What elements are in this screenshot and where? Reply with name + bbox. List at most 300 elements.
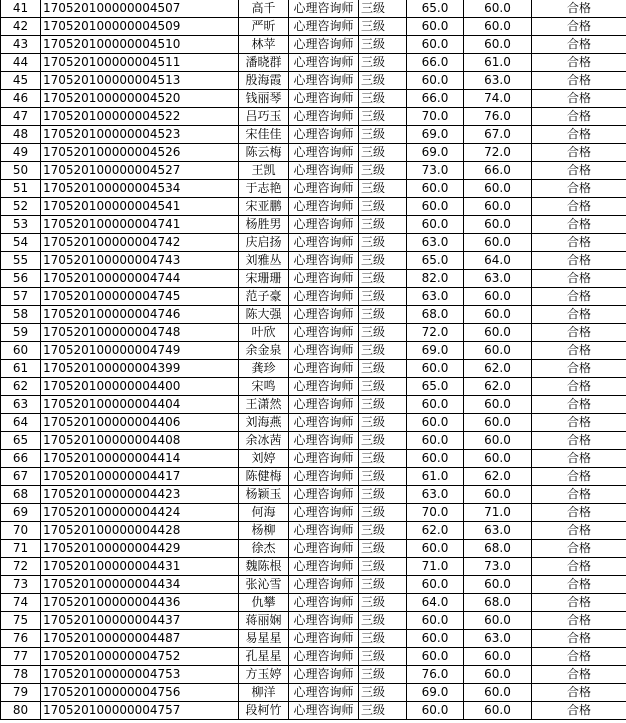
- seq-cell: 59: [1, 324, 41, 342]
- name-cell: 宋亚鹏: [239, 198, 289, 216]
- skill-score-cell: 71.0: [464, 504, 532, 522]
- name-cell: 严昕: [239, 18, 289, 36]
- occupation-cell: 心理咨询师: [289, 540, 359, 558]
- skill-score-cell: 60.0: [464, 306, 532, 324]
- seq-cell: 47: [1, 108, 41, 126]
- result-cell: 合格: [532, 522, 626, 540]
- occupation-cell: 心理咨询师: [289, 378, 359, 396]
- candidate-id-cell: 170520100000004746: [41, 306, 239, 324]
- occupation-cell: 心理咨询师: [289, 126, 359, 144]
- name-cell: 刘婷: [239, 450, 289, 468]
- level-cell: 三级: [359, 414, 407, 432]
- skill-score-cell: 60.0: [464, 702, 532, 720]
- name-cell: 刘雅丛: [239, 252, 289, 270]
- result-cell: 合格: [532, 342, 626, 360]
- candidate-id-cell: 170520100000004513: [41, 72, 239, 90]
- candidate-id-cell: 170520100000004423: [41, 486, 239, 504]
- occupation-cell: 心理咨询师: [289, 198, 359, 216]
- table-row: [1, 18, 626, 36]
- skill-score-cell: 60.0: [464, 432, 532, 450]
- skill-score-cell: 60.0: [464, 576, 532, 594]
- name-cell: 钱丽琴: [239, 90, 289, 108]
- occupation-cell: 心理咨询师: [289, 180, 359, 198]
- skill-score-cell: 60.0: [464, 396, 532, 414]
- table-row: [1, 180, 626, 198]
- theory-score-cell: 60.0: [407, 432, 464, 450]
- occupation-cell: 心理咨询师: [289, 36, 359, 54]
- theory-score-cell: 65.0: [407, 252, 464, 270]
- table-row: [1, 504, 626, 522]
- candidate-id-cell: 170520100000004437: [41, 612, 239, 630]
- result-cell: 合格: [532, 54, 626, 72]
- name-cell: 王潇然: [239, 396, 289, 414]
- skill-score-cell: 62.0: [464, 378, 532, 396]
- result-cell: 合格: [532, 468, 626, 486]
- occupation-cell: 心理咨询师: [289, 270, 359, 288]
- seq-cell: 79: [1, 684, 41, 702]
- name-cell: 仇攀: [239, 594, 289, 612]
- candidate-id-cell: 170520100000004541: [41, 198, 239, 216]
- seq-cell: 54: [1, 234, 41, 252]
- seq-cell: 73: [1, 576, 41, 594]
- theory-score-cell: 65.0: [407, 0, 464, 18]
- seq-cell: 71: [1, 540, 41, 558]
- seq-cell: 64: [1, 414, 41, 432]
- candidate-id-cell: 170520100000004526: [41, 144, 239, 162]
- table-row: [1, 108, 626, 126]
- theory-score-cell: 71.0: [407, 558, 464, 576]
- seq-cell: 53: [1, 216, 41, 234]
- result-cell: 合格: [532, 414, 626, 432]
- result-cell: 合格: [532, 162, 626, 180]
- table-row: [1, 576, 626, 594]
- name-cell: 宋佳佳: [239, 126, 289, 144]
- occupation-cell: 心理咨询师: [289, 360, 359, 378]
- candidate-id-cell: 170520100000004511: [41, 54, 239, 72]
- name-cell: 庆启扬: [239, 234, 289, 252]
- occupation-cell: 心理咨询师: [289, 522, 359, 540]
- seq-cell: 55: [1, 252, 41, 270]
- table-row: [1, 198, 626, 216]
- theory-score-cell: 68.0: [407, 306, 464, 324]
- candidate-id-cell: 170520100000004749: [41, 342, 239, 360]
- result-cell: 合格: [532, 450, 626, 468]
- skill-score-cell: 60.0: [464, 324, 532, 342]
- theory-score-cell: 66.0: [407, 90, 464, 108]
- table-row: [1, 630, 626, 648]
- candidate-id-cell: 170520100000004744: [41, 270, 239, 288]
- level-cell: 三级: [359, 54, 407, 72]
- theory-score-cell: 60.0: [407, 630, 464, 648]
- level-cell: 三级: [359, 432, 407, 450]
- result-cell: 合格: [532, 126, 626, 144]
- theory-score-cell: 60.0: [407, 648, 464, 666]
- theory-score-cell: 70.0: [407, 108, 464, 126]
- skill-score-cell: 61.0: [464, 54, 532, 72]
- table-row: [1, 144, 626, 162]
- occupation-cell: 心理咨询师: [289, 108, 359, 126]
- candidate-id-cell: 170520100000004510: [41, 36, 239, 54]
- name-cell: 陈健梅: [239, 468, 289, 486]
- theory-score-cell: 60.0: [407, 414, 464, 432]
- name-cell: 何海: [239, 504, 289, 522]
- skill-score-cell: 72.0: [464, 144, 532, 162]
- occupation-cell: 心理咨询师: [289, 18, 359, 36]
- theory-score-cell: 60.0: [407, 612, 464, 630]
- theory-score-cell: 69.0: [407, 342, 464, 360]
- theory-score-cell: 60.0: [407, 360, 464, 378]
- level-cell: 三级: [359, 522, 407, 540]
- result-cell: 合格: [532, 0, 626, 18]
- skill-score-cell: 60.0: [464, 648, 532, 666]
- table-row: [1, 414, 626, 432]
- name-cell: 陈云梅: [239, 144, 289, 162]
- table-row: [1, 0, 626, 18]
- name-cell: 张沁雪: [239, 576, 289, 594]
- table-row: [1, 702, 626, 720]
- result-cell: 合格: [532, 360, 626, 378]
- occupation-cell: 心理咨询师: [289, 252, 359, 270]
- seq-cell: 50: [1, 162, 41, 180]
- name-cell: 魏陈根: [239, 558, 289, 576]
- candidate-id-cell: 170520100000004414: [41, 450, 239, 468]
- table-row: [1, 270, 626, 288]
- result-cell: 合格: [532, 504, 626, 522]
- candidate-id-cell: 170520100000004404: [41, 396, 239, 414]
- candidate-id-cell: 170520100000004520: [41, 90, 239, 108]
- theory-score-cell: 65.0: [407, 378, 464, 396]
- name-cell: 孔星星: [239, 648, 289, 666]
- result-cell: 合格: [532, 684, 626, 702]
- seq-cell: 44: [1, 54, 41, 72]
- occupation-cell: 心理咨询师: [289, 684, 359, 702]
- level-cell: 三级: [359, 234, 407, 252]
- skill-score-cell: 60.0: [464, 684, 532, 702]
- name-cell: 潘晓群: [239, 54, 289, 72]
- seq-cell: 58: [1, 306, 41, 324]
- occupation-cell: 心理咨询师: [289, 558, 359, 576]
- table-row: [1, 468, 626, 486]
- level-cell: 三级: [359, 324, 407, 342]
- theory-score-cell: 70.0: [407, 504, 464, 522]
- candidate-id-cell: 170520100000004436: [41, 594, 239, 612]
- occupation-cell: 心理咨询师: [289, 396, 359, 414]
- result-cell: 合格: [532, 324, 626, 342]
- table-row: [1, 252, 626, 270]
- result-cell: 合格: [532, 270, 626, 288]
- result-cell: 合格: [532, 18, 626, 36]
- theory-score-cell: 66.0: [407, 54, 464, 72]
- level-cell: 三级: [359, 72, 407, 90]
- result-cell: 合格: [532, 612, 626, 630]
- theory-score-cell: 60.0: [407, 702, 464, 720]
- skill-score-cell: 63.0: [464, 270, 532, 288]
- name-cell: 余金泉: [239, 342, 289, 360]
- occupation-cell: 心理咨询师: [289, 630, 359, 648]
- seq-cell: 42: [1, 18, 41, 36]
- result-cell: 合格: [532, 666, 626, 684]
- name-cell: 叶欣: [239, 324, 289, 342]
- theory-score-cell: 69.0: [407, 684, 464, 702]
- occupation-cell: 心理咨询师: [289, 414, 359, 432]
- name-cell: 宋鸣: [239, 378, 289, 396]
- name-cell: 徐杰: [239, 540, 289, 558]
- candidate-id-cell: 170520100000004748: [41, 324, 239, 342]
- level-cell: 三级: [359, 270, 407, 288]
- theory-score-cell: 60.0: [407, 36, 464, 54]
- occupation-cell: 心理咨询师: [289, 648, 359, 666]
- occupation-cell: 心理咨询师: [289, 288, 359, 306]
- level-cell: 三级: [359, 468, 407, 486]
- seq-cell: 75: [1, 612, 41, 630]
- table-row: [1, 378, 626, 396]
- level-cell: 三级: [359, 396, 407, 414]
- result-cell: 合格: [532, 432, 626, 450]
- level-cell: 三级: [359, 108, 407, 126]
- name-cell: 杨柳: [239, 522, 289, 540]
- occupation-cell: 心理咨询师: [289, 144, 359, 162]
- name-cell: 柳洋: [239, 684, 289, 702]
- level-cell: 三级: [359, 162, 407, 180]
- candidate-id-cell: 170520100000004507: [41, 0, 239, 18]
- theory-score-cell: 72.0: [407, 324, 464, 342]
- name-cell: 吕巧玉: [239, 108, 289, 126]
- skill-score-cell: 64.0: [464, 252, 532, 270]
- theory-score-cell: 82.0: [407, 270, 464, 288]
- candidate-id-cell: 170520100000004756: [41, 684, 239, 702]
- candidate-id-cell: 170520100000004522: [41, 108, 239, 126]
- name-cell: 殷海霞: [239, 72, 289, 90]
- theory-score-cell: 69.0: [407, 126, 464, 144]
- level-cell: 三级: [359, 216, 407, 234]
- name-cell: 余冰茜: [239, 432, 289, 450]
- candidate-id-cell: 170520100000004429: [41, 540, 239, 558]
- result-cell: 合格: [532, 486, 626, 504]
- level-cell: 三级: [359, 378, 407, 396]
- occupation-cell: 心理咨询师: [289, 162, 359, 180]
- seq-cell: 74: [1, 594, 41, 612]
- occupation-cell: 心理咨询师: [289, 432, 359, 450]
- seq-cell: 67: [1, 468, 41, 486]
- theory-score-cell: 60.0: [407, 18, 464, 36]
- result-cell: 合格: [532, 216, 626, 234]
- name-cell: 林苹: [239, 36, 289, 54]
- skill-score-cell: 60.0: [464, 342, 532, 360]
- candidate-id-cell: 170520100000004399: [41, 360, 239, 378]
- result-cell: 合格: [532, 378, 626, 396]
- level-cell: 三级: [359, 684, 407, 702]
- skill-score-cell: 60.0: [464, 18, 532, 36]
- seq-cell: 80: [1, 702, 41, 720]
- theory-score-cell: 63.0: [407, 486, 464, 504]
- occupation-cell: 心理咨询师: [289, 306, 359, 324]
- level-cell: 三级: [359, 360, 407, 378]
- name-cell: 宋珊珊: [239, 270, 289, 288]
- theory-score-cell: 60.0: [407, 576, 464, 594]
- seq-cell: 76: [1, 630, 41, 648]
- result-cell: 合格: [532, 594, 626, 612]
- seq-cell: 66: [1, 450, 41, 468]
- name-cell: 方玉婷: [239, 666, 289, 684]
- seq-cell: 72: [1, 558, 41, 576]
- theory-score-cell: 60.0: [407, 396, 464, 414]
- candidate-id-cell: 170520100000004527: [41, 162, 239, 180]
- name-cell: 范子豪: [239, 288, 289, 306]
- level-cell: 三级: [359, 612, 407, 630]
- skill-score-cell: 62.0: [464, 360, 532, 378]
- result-cell: 合格: [532, 288, 626, 306]
- table-row: [1, 126, 626, 144]
- candidate-id-cell: 170520100000004487: [41, 630, 239, 648]
- table-row: [1, 486, 626, 504]
- seq-cell: 63: [1, 396, 41, 414]
- seq-cell: 45: [1, 72, 41, 90]
- skill-score-cell: 67.0: [464, 126, 532, 144]
- level-cell: 三级: [359, 126, 407, 144]
- skill-score-cell: 60.0: [464, 180, 532, 198]
- table-row: [1, 432, 626, 450]
- table-row: [1, 612, 626, 630]
- table-row: [1, 648, 626, 666]
- occupation-cell: 心理咨询师: [289, 90, 359, 108]
- level-cell: 三级: [359, 36, 407, 54]
- table-row: [1, 558, 626, 576]
- level-cell: 三级: [359, 702, 407, 720]
- level-cell: 三级: [359, 450, 407, 468]
- skill-score-cell: 63.0: [464, 522, 532, 540]
- seq-cell: 69: [1, 504, 41, 522]
- table-row: [1, 540, 626, 558]
- table-row: [1, 72, 626, 90]
- theory-score-cell: 69.0: [407, 144, 464, 162]
- name-cell: 杨胜男: [239, 216, 289, 234]
- name-cell: 段柯竹: [239, 702, 289, 720]
- level-cell: 三级: [359, 144, 407, 162]
- seq-cell: 61: [1, 360, 41, 378]
- occupation-cell: 心理咨询师: [289, 324, 359, 342]
- skill-score-cell: 66.0: [464, 162, 532, 180]
- seq-cell: 68: [1, 486, 41, 504]
- theory-score-cell: 76.0: [407, 666, 464, 684]
- result-cell: 合格: [532, 90, 626, 108]
- level-cell: 三级: [359, 666, 407, 684]
- level-cell: 三级: [359, 198, 407, 216]
- result-cell: 合格: [532, 306, 626, 324]
- skill-score-cell: 73.0: [464, 558, 532, 576]
- candidate-id-cell: 170520100000004400: [41, 378, 239, 396]
- table-row: [1, 324, 626, 342]
- level-cell: 三级: [359, 558, 407, 576]
- skill-score-cell: 74.0: [464, 90, 532, 108]
- name-cell: 于志艳: [239, 180, 289, 198]
- occupation-cell: 心理咨询师: [289, 0, 359, 18]
- skill-score-cell: 63.0: [464, 630, 532, 648]
- candidate-id-cell: 170520100000004406: [41, 414, 239, 432]
- occupation-cell: 心理咨询师: [289, 234, 359, 252]
- result-cell: 合格: [532, 396, 626, 414]
- level-cell: 三级: [359, 18, 407, 36]
- seq-cell: 60: [1, 342, 41, 360]
- level-cell: 三级: [359, 288, 407, 306]
- result-cell: 合格: [532, 234, 626, 252]
- occupation-cell: 心理咨询师: [289, 468, 359, 486]
- result-cell: 合格: [532, 198, 626, 216]
- skill-score-cell: 60.0: [464, 450, 532, 468]
- level-cell: 三级: [359, 630, 407, 648]
- skill-score-cell: 60.0: [464, 198, 532, 216]
- table-row: [1, 594, 626, 612]
- table-row: [1, 684, 626, 702]
- seq-cell: 43: [1, 36, 41, 54]
- table-row: [1, 216, 626, 234]
- result-cell: 合格: [532, 540, 626, 558]
- candidate-id-cell: 170520100000004753: [41, 666, 239, 684]
- skill-score-cell: 60.0: [464, 486, 532, 504]
- occupation-cell: 心理咨询师: [289, 576, 359, 594]
- seq-cell: 52: [1, 198, 41, 216]
- theory-score-cell: 73.0: [407, 162, 464, 180]
- table-row: [1, 360, 626, 378]
- candidate-id-cell: 170520100000004534: [41, 180, 239, 198]
- name-cell: 高千: [239, 0, 289, 18]
- level-cell: 三级: [359, 540, 407, 558]
- candidate-id-cell: 170520100000004743: [41, 252, 239, 270]
- theory-score-cell: 60.0: [407, 540, 464, 558]
- skill-score-cell: 60.0: [464, 666, 532, 684]
- result-cell: 合格: [532, 252, 626, 270]
- result-cell: 合格: [532, 648, 626, 666]
- name-cell: 王凯: [239, 162, 289, 180]
- theory-score-cell: 63.0: [407, 234, 464, 252]
- table-row: [1, 90, 626, 108]
- occupation-cell: 心理咨询师: [289, 594, 359, 612]
- candidate-id-cell: 170520100000004417: [41, 468, 239, 486]
- seq-cell: 49: [1, 144, 41, 162]
- result-cell: 合格: [532, 558, 626, 576]
- seq-cell: 56: [1, 270, 41, 288]
- skill-score-cell: 68.0: [464, 540, 532, 558]
- theory-score-cell: 63.0: [407, 288, 464, 306]
- occupation-cell: 心理咨询师: [289, 450, 359, 468]
- candidate-id-cell: 170520100000004408: [41, 432, 239, 450]
- theory-score-cell: 60.0: [407, 72, 464, 90]
- result-cell: 合格: [532, 144, 626, 162]
- level-cell: 三级: [359, 180, 407, 198]
- skill-score-cell: 60.0: [464, 612, 532, 630]
- skill-score-cell: 60.0: [464, 36, 532, 54]
- seq-cell: 78: [1, 666, 41, 684]
- candidate-id-cell: 170520100000004742: [41, 234, 239, 252]
- level-cell: 三级: [359, 0, 407, 18]
- result-cell: 合格: [532, 108, 626, 126]
- seq-cell: 62: [1, 378, 41, 396]
- result-cell: 合格: [532, 576, 626, 594]
- name-cell: 陈大强: [239, 306, 289, 324]
- table-row: [1, 306, 626, 324]
- occupation-cell: 心理咨询师: [289, 72, 359, 90]
- seq-cell: 51: [1, 180, 41, 198]
- candidate-id-cell: 170520100000004431: [41, 558, 239, 576]
- candidate-id-cell: 170520100000004757: [41, 702, 239, 720]
- level-cell: 三级: [359, 90, 407, 108]
- candidate-id-cell: 170520100000004752: [41, 648, 239, 666]
- seq-cell: 70: [1, 522, 41, 540]
- seq-cell: 77: [1, 648, 41, 666]
- seq-cell: 46: [1, 90, 41, 108]
- theory-score-cell: 64.0: [407, 594, 464, 612]
- table-row: [1, 450, 626, 468]
- skill-score-cell: 68.0: [464, 594, 532, 612]
